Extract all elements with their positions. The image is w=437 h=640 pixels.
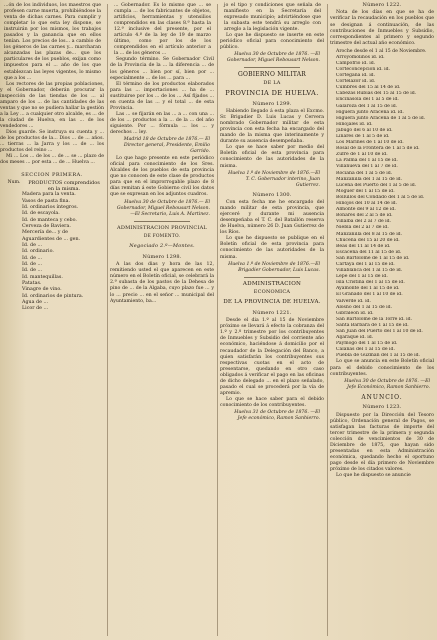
town-item: San Bartolomé de 1 al 15 de id. bbox=[336, 255, 410, 261]
num-column-header: Num. bbox=[7, 180, 21, 186]
town-list bbox=[336, 55, 431, 360]
col4-paragraph-4: Lo que he dispuesto se anuncie bbox=[336, 472, 411, 478]
col3-signature-1: Huelva 30 de Octubre de 1876. —El Gobernador, Miguel Rebousart Nelson. bbox=[226, 52, 320, 64]
number-1221: Número 1221. bbox=[252, 309, 292, 316]
product-item: Id. mantequillas. bbox=[22, 274, 63, 280]
products-list bbox=[22, 192, 104, 313]
town-item: Chucena del 15 al 20 de id. bbox=[336, 237, 400, 243]
product-item: Id. de escayola. bbox=[22, 211, 60, 217]
product-item: Id. ordinarios de pintura. bbox=[22, 293, 84, 299]
col1-paragraph-1: ...ón de los individuos, los maestros que profesen carne muerta, prohibiéndose la venta de dichas carnes. Para cumplir y completar lo que esta ley dispone, se instruirán por los mismos, los trabajos pasados y la ganancia que en ellos tenían. Los precios de los... a cambio de los géneros de las carnes y... marcharan alcanzadas las plazas de... que los particulares de los pueblos, exijan como impuestos para el ... año de los que establezcan las leyes vigentes, lo mismo que a los ... bbox=[4, 3, 102, 81]
town-item: Beas del 11 al 14 de id. bbox=[336, 243, 391, 249]
col3-paragraph-5: Con esta fecha me he encargado del mando militar de esta provincia, que ejerceré y durante mi ausencia desempeñaba el T. C. del Batallón reserva de Huelva, número 26 D. Juan Gutierrez de los Ríos. bbox=[220, 200, 324, 236]
separator bbox=[244, 67, 300, 68]
town-item: Manzanilla del 1 al 15 de id. bbox=[336, 176, 403, 182]
col4-paragraph-3: Dispuesto por la Dirección del Tesoro público, Ordenación general de Pagos, se satisfagan las facturas de importe del tercer trimestre de la primera y segunda colección de vencimientos de 30 de Diciembre de 1875, que hayan sido presentadas en esta Administración económica, quedando hecho el oportuno pago desde el día primero de Noviembre próximo de los citados valores. bbox=[330, 412, 434, 472]
number-1298: Número 1298. bbox=[142, 253, 182, 260]
town-item: Cortegana id. id. bbox=[336, 73, 376, 79]
product-item: Id. de ... bbox=[22, 255, 43, 261]
number-1223: Número 1223. bbox=[362, 404, 402, 411]
column-2 bbox=[110, 0, 214, 640]
town-item: Cabezas Rubias del 15 al 15 de id. bbox=[336, 91, 417, 97]
col2-paragraph-6: A las dos dias y hora de las 12, remitiendo usted el que aparecen en este número en el Boletín oficial, se celebrará la 2.ª subasta de los pastos de la Dehesa de pino de ... de la Algaba, cuyo plazo fue ... y lo ... precio ... en el señor ... municipal del Ayuntamiento, ba... bbox=[110, 262, 214, 304]
col3-paragraph-8: Lo que se hace saber para el debido conocimiento de los contribuyentes. bbox=[220, 396, 324, 408]
product-item: Vinagre de vino. bbox=[22, 287, 62, 293]
product-item: Vasos de pasta fina. bbox=[22, 198, 71, 204]
col3-paragraph-3: Habiendo llegado á esta plaza el Excmo. Sr. Brigadier D. Luis Lucas y Cervera nombrado Gobernador militar de esta provincia con esta fecha ha encargado del mando de la misma que interinamente y durante su ausencia desempeñaba. bbox=[220, 109, 324, 145]
col4-signature-1: Huelva 30 de Octubre de 1876. —El Jefe Económico, Ramon Sanhierro. bbox=[344, 378, 430, 390]
negociado-heading: Negociado 2.º—Montes. bbox=[129, 243, 195, 250]
town-item: El Granado del 1 al 10 de id. bbox=[336, 292, 403, 298]
town-item: Higuera junto Aracena id. id. bbox=[336, 109, 404, 115]
col2-paragraph-4: Las ... se fijarán en las ... a ... con una ... de los ... productos a la ... de la ... del año siguiente. Por ... fórmula ... los ... y derechos ... ley. bbox=[110, 111, 214, 135]
column-1 bbox=[0, 0, 104, 640]
town-item: Almonte del 9 al 12 de id. bbox=[336, 207, 396, 213]
town-item: Aljaraque id. id. bbox=[336, 335, 374, 341]
town-item: Manzanilla del 8 al 15 de id. bbox=[336, 231, 403, 237]
products-table-header bbox=[0, 180, 100, 192]
town-item: Rosal de la Frontera de 1 al 5 de id. bbox=[336, 146, 420, 152]
product-item: Id. de manteca y cebo. bbox=[22, 217, 77, 223]
town-item: Niebla del 2 al 7 de id. bbox=[336, 225, 389, 231]
town-item: Hinojos del 10 al 14 de id. bbox=[336, 201, 398, 207]
town-item: Escacena del 11 al 15 de id. bbox=[336, 249, 402, 255]
town-item: Cumbres del 15 al 14 de id. bbox=[336, 85, 401, 91]
town-item: Corteconcepción id. id. bbox=[336, 66, 390, 72]
column-divider bbox=[107, 4, 108, 636]
town-item: Villablanca del 1 al 15 de id. bbox=[336, 268, 403, 274]
number-1222: Número 1222. bbox=[362, 2, 402, 8]
town-item: San Juan del Puerto del 1 al 10 de id. bbox=[336, 329, 423, 334]
column-divider bbox=[327, 4, 328, 636]
number-1299: Número 1299. bbox=[252, 100, 292, 107]
column-3 bbox=[220, 0, 324, 640]
product-item: Cerveza de Baviera. bbox=[22, 223, 71, 229]
col2-paragraph-3: El término de los productos elaborados para las ... importaciones ... ha de ... sustituirse por los ... de los ... Así fijados ... en cuenta de las ... y el total ... de esta Provincia. bbox=[110, 81, 214, 111]
separator bbox=[134, 221, 190, 222]
product-item: Agua de ... bbox=[22, 300, 49, 306]
town-item: Campofrío id. id. bbox=[336, 60, 376, 66]
product-item: Id. de ... bbox=[22, 243, 43, 249]
town-header: Aroche desde el 1 al 15 de Noviembre. bbox=[336, 48, 427, 54]
gobierno-militar-de-la: DE LA bbox=[263, 79, 281, 86]
col2-signature-1: Madrid 18 de Octubre de 1876.— El Director general, Presidente, Emilio Garrido. bbox=[123, 137, 210, 155]
town-item: Villalba del 2 al 7 de id. bbox=[336, 219, 392, 225]
administracion-heading: ADMINISTRACION bbox=[242, 280, 302, 287]
number-1300: Número 1300. bbox=[252, 191, 292, 198]
product-item: Madera para la venta. bbox=[22, 192, 76, 198]
admin-provincial-subheading: DE FOMENTO. bbox=[143, 234, 181, 240]
town-item: Puebla de Guzmán del 1 al 15 de id. bbox=[336, 353, 420, 359]
col3-paragraph-1: jo el tipo y condiciones que señala de manifiesto en la Secretaría del expresado municipio; advirtiéndose que la subasta este tendrá su arreglo con arreglo a la legislación vigente. bbox=[224, 3, 321, 33]
admin-provincial-heading: ADMINISTRACION PROVINCIAL bbox=[117, 224, 207, 231]
town-item: Higuera junto Aracena de 1 al 5 de id. bbox=[336, 115, 426, 121]
product-item: Id. ordinarios íntegros. bbox=[22, 204, 79, 210]
town-item: Lepe del 1 al 15 de id. bbox=[336, 274, 388, 280]
product-item: Patatas. bbox=[22, 281, 42, 287]
col1-paragraph-3: Dios guarde. Se instruya su cuenta y ... de los productos de la... Dios ... de ... años. ... tierras ... la Jarra y los ... de ... los productos del reino ... bbox=[0, 129, 104, 154]
products-column-header: PRODUCTOS comprendidos en la misma. bbox=[28, 180, 100, 193]
town-item: Paymogo del 1 al 15 de id. bbox=[336, 341, 398, 347]
town-item: Jabugo del 6 al 10 de id. bbox=[336, 127, 393, 133]
col3-paragraph-6: Lo que he dispuesto se publique en el Boletín oficial de esta provincia para conocimiento de las autoridades de la misma. bbox=[220, 236, 324, 260]
town-item: Ayamonte del 1 al 15 de id. bbox=[336, 286, 400, 292]
product-item: Id. ordinario. bbox=[22, 249, 54, 255]
col3-signature-2: Huelva 1.º de Noviembre de 1876.—El T. C. Gobernador interino, Juan Gutierrez. bbox=[228, 170, 320, 188]
section-heading: SECCION PRIMERA. bbox=[21, 172, 83, 179]
col3-paragraph-2: Lo que he dispuesto se inserte en este periódico oficial para conocimiento del público. bbox=[220, 33, 324, 51]
gobierno-militar-heading: GOBIERNO MILITAR bbox=[237, 71, 307, 79]
col2-paragraph-2: Segundo término. Se Gobernador Civil de la Provincia de la ... la diferencia ... de los géneros ... bien por sí, bien por ... especialmente ... de los ... para ... bbox=[110, 57, 214, 81]
town-item: Linares de 1 al 5 de id. bbox=[336, 134, 390, 139]
town-item: Gibraleón id. id. bbox=[336, 310, 374, 316]
town-item: Rociana del 1 al 5 de id. bbox=[336, 170, 393, 176]
provincia-huelva-heading: PROVINCIA DE HUELVA. bbox=[225, 89, 319, 98]
product-item: Id. de ... bbox=[22, 262, 43, 268]
product-item: Id. de ... bbox=[22, 268, 43, 274]
town-item: Zufre de 1 al 10 de id. bbox=[336, 152, 388, 158]
col1-paragraph-4: Mi ... Los ... de los ... de ... se ... plazo de dos meses ... por esta ... de ... Huelva ... bbox=[0, 154, 104, 166]
town-item: Santa Bárbara de 1 al 15 de id. bbox=[336, 322, 409, 328]
product-item: Aguardientes de ... gen. bbox=[22, 236, 81, 242]
town-item: Cartaya del 1 al 15 de id. bbox=[336, 261, 395, 267]
town-item: Los Marines de 1 al 10 de id. bbox=[336, 140, 404, 146]
separator bbox=[244, 277, 300, 278]
town-item: Bollullos del Condado del 1 al 5 de id. bbox=[336, 194, 425, 200]
product-item: Licor de ... bbox=[22, 306, 49, 312]
provincia-huelva-heading-2: DE LA PROVINCIA DE HUELVA. bbox=[223, 299, 321, 306]
col3-paragraph-7: Desde el dia 1.º al 15 de Noviembre próximo se llevará á efecto la cobranza del 1.º y 2.º trimestre por los contribuyentes de Inmuebles y Subsidio del corriente año económico, haciéndose á domicilio por el recaudador de la Delegación del Banco, a quien satisfarán los contribuyentes sus respectivas cuotas en el acto de presentarse, quedando en otro caso obligados á verificar el pago en las oficinas de dicho delegado ... en el plazo señalado, pasado el cual se procederá por la vía de apremio. bbox=[220, 318, 324, 396]
col3-signature-3: Huelva 1.º de Noviembre de 1876.—El Brigadier Gobernador, Luis Lucas. bbox=[228, 261, 320, 273]
col3-signature-4: Huelva 31 de Octubre de 1876. —El Jefe económico, Ramon Sanhierro. bbox=[234, 410, 320, 422]
town-item: La Palma del 1 al 15 de id. bbox=[336, 158, 398, 164]
anuncio-heading: ANUNCIO. bbox=[361, 393, 403, 401]
town-item: Villanueva del 1 al 7 de id. bbox=[336, 164, 398, 170]
col2-signature-2: Huelva 30 de Octubre de 1876.— El Gobernador, Miguel Rebousart Nelson.—El Secretario, Luis A. Martinez. bbox=[116, 199, 210, 217]
town-item: Lucena del Puerto del 1 al 5 de id. bbox=[336, 182, 417, 188]
town-item: Bonares del 2 al 5 de id. bbox=[336, 213, 393, 219]
town-item: Arroyomolinos id. id. bbox=[336, 54, 385, 60]
town-item: San Bartolomé de la Torre id. id. bbox=[336, 316, 413, 322]
town-item: Cortelazor id. id. bbox=[336, 79, 376, 85]
town-item: Moguer del 1 al 15 de id. bbox=[336, 188, 395, 194]
col4-paragraph-2: Lo que se anuncia en este Boletín oficial para el debido conocimiento de los contribuyentes. bbox=[330, 359, 434, 377]
town-item: Isla Cristina del 1 al 15 de id. bbox=[336, 280, 405, 286]
col2-paragraph-1: ... Gobernador. Es lo mismo que ... se cumpla ... de los fabricantes de objetos, artificios, herramientas y utensilios comprendidos en las clases 8.ª hasta la 12.ª inclusive del presente, por el artículo 4.º de la ley de 19 de marzo último, como por los de los comprendidos en el artículo anterior a la ... de los géneros ... bbox=[114, 3, 211, 57]
col3-paragraph-4: Lo que se hace saber por medio del Boletín oficial de esta provincia para conocimiento de las autoridades de la misma. bbox=[220, 145, 324, 169]
col4-paragraph-1: Nota de los días en que se ha de verificar la recaudación en los pueblos que se designan á continuación, de las contribuciones de Inmuebles y Subsidio, correspondientes al primero y segundo trimestre del actual año económico. bbox=[330, 10, 434, 46]
economica-heading: ECONOMICA bbox=[253, 289, 291, 296]
town-item: Hinojales id. id. bbox=[336, 121, 373, 127]
col2-paragraph-5: Lo que hago presente en este periódico oficial para conocimiento de los Sres. Alcaldes de los pueblos de esta provincia que no conocen de este clase de productos para que en el improrrogable plazo de 8 días remitan á este Gobierno civil los datos que se expresan en los adjuntos cuadros. bbox=[110, 156, 214, 198]
column-4 bbox=[330, 0, 434, 640]
town-item: Alosno del 1 al 15 de id. bbox=[336, 304, 393, 310]
column-divider bbox=[217, 4, 218, 636]
town-item: Galaroza del 1 al 15 de id. bbox=[336, 103, 398, 109]
product-item: Mercería de... y de bbox=[22, 230, 68, 236]
col1-paragraph-2: Los rectores de las propias poblaciones, y el Gobernador, deberán procurar la inspección de las tiendas de los ... al amparo de los ... de las cantidades de las ventas y que no se pudiera hallar la gestión a la Ley ... a cualquier otro alcalde, es ... de la ciudad de Huelva, en las ... de los vendedores ... bbox=[0, 81, 104, 129]
town-item: Valverde id. id. bbox=[336, 298, 371, 304]
town-item: Encinasola del 1 al 5 de id. bbox=[336, 97, 399, 103]
town-item: Calañas del 1 al 15 de id. bbox=[336, 347, 395, 353]
